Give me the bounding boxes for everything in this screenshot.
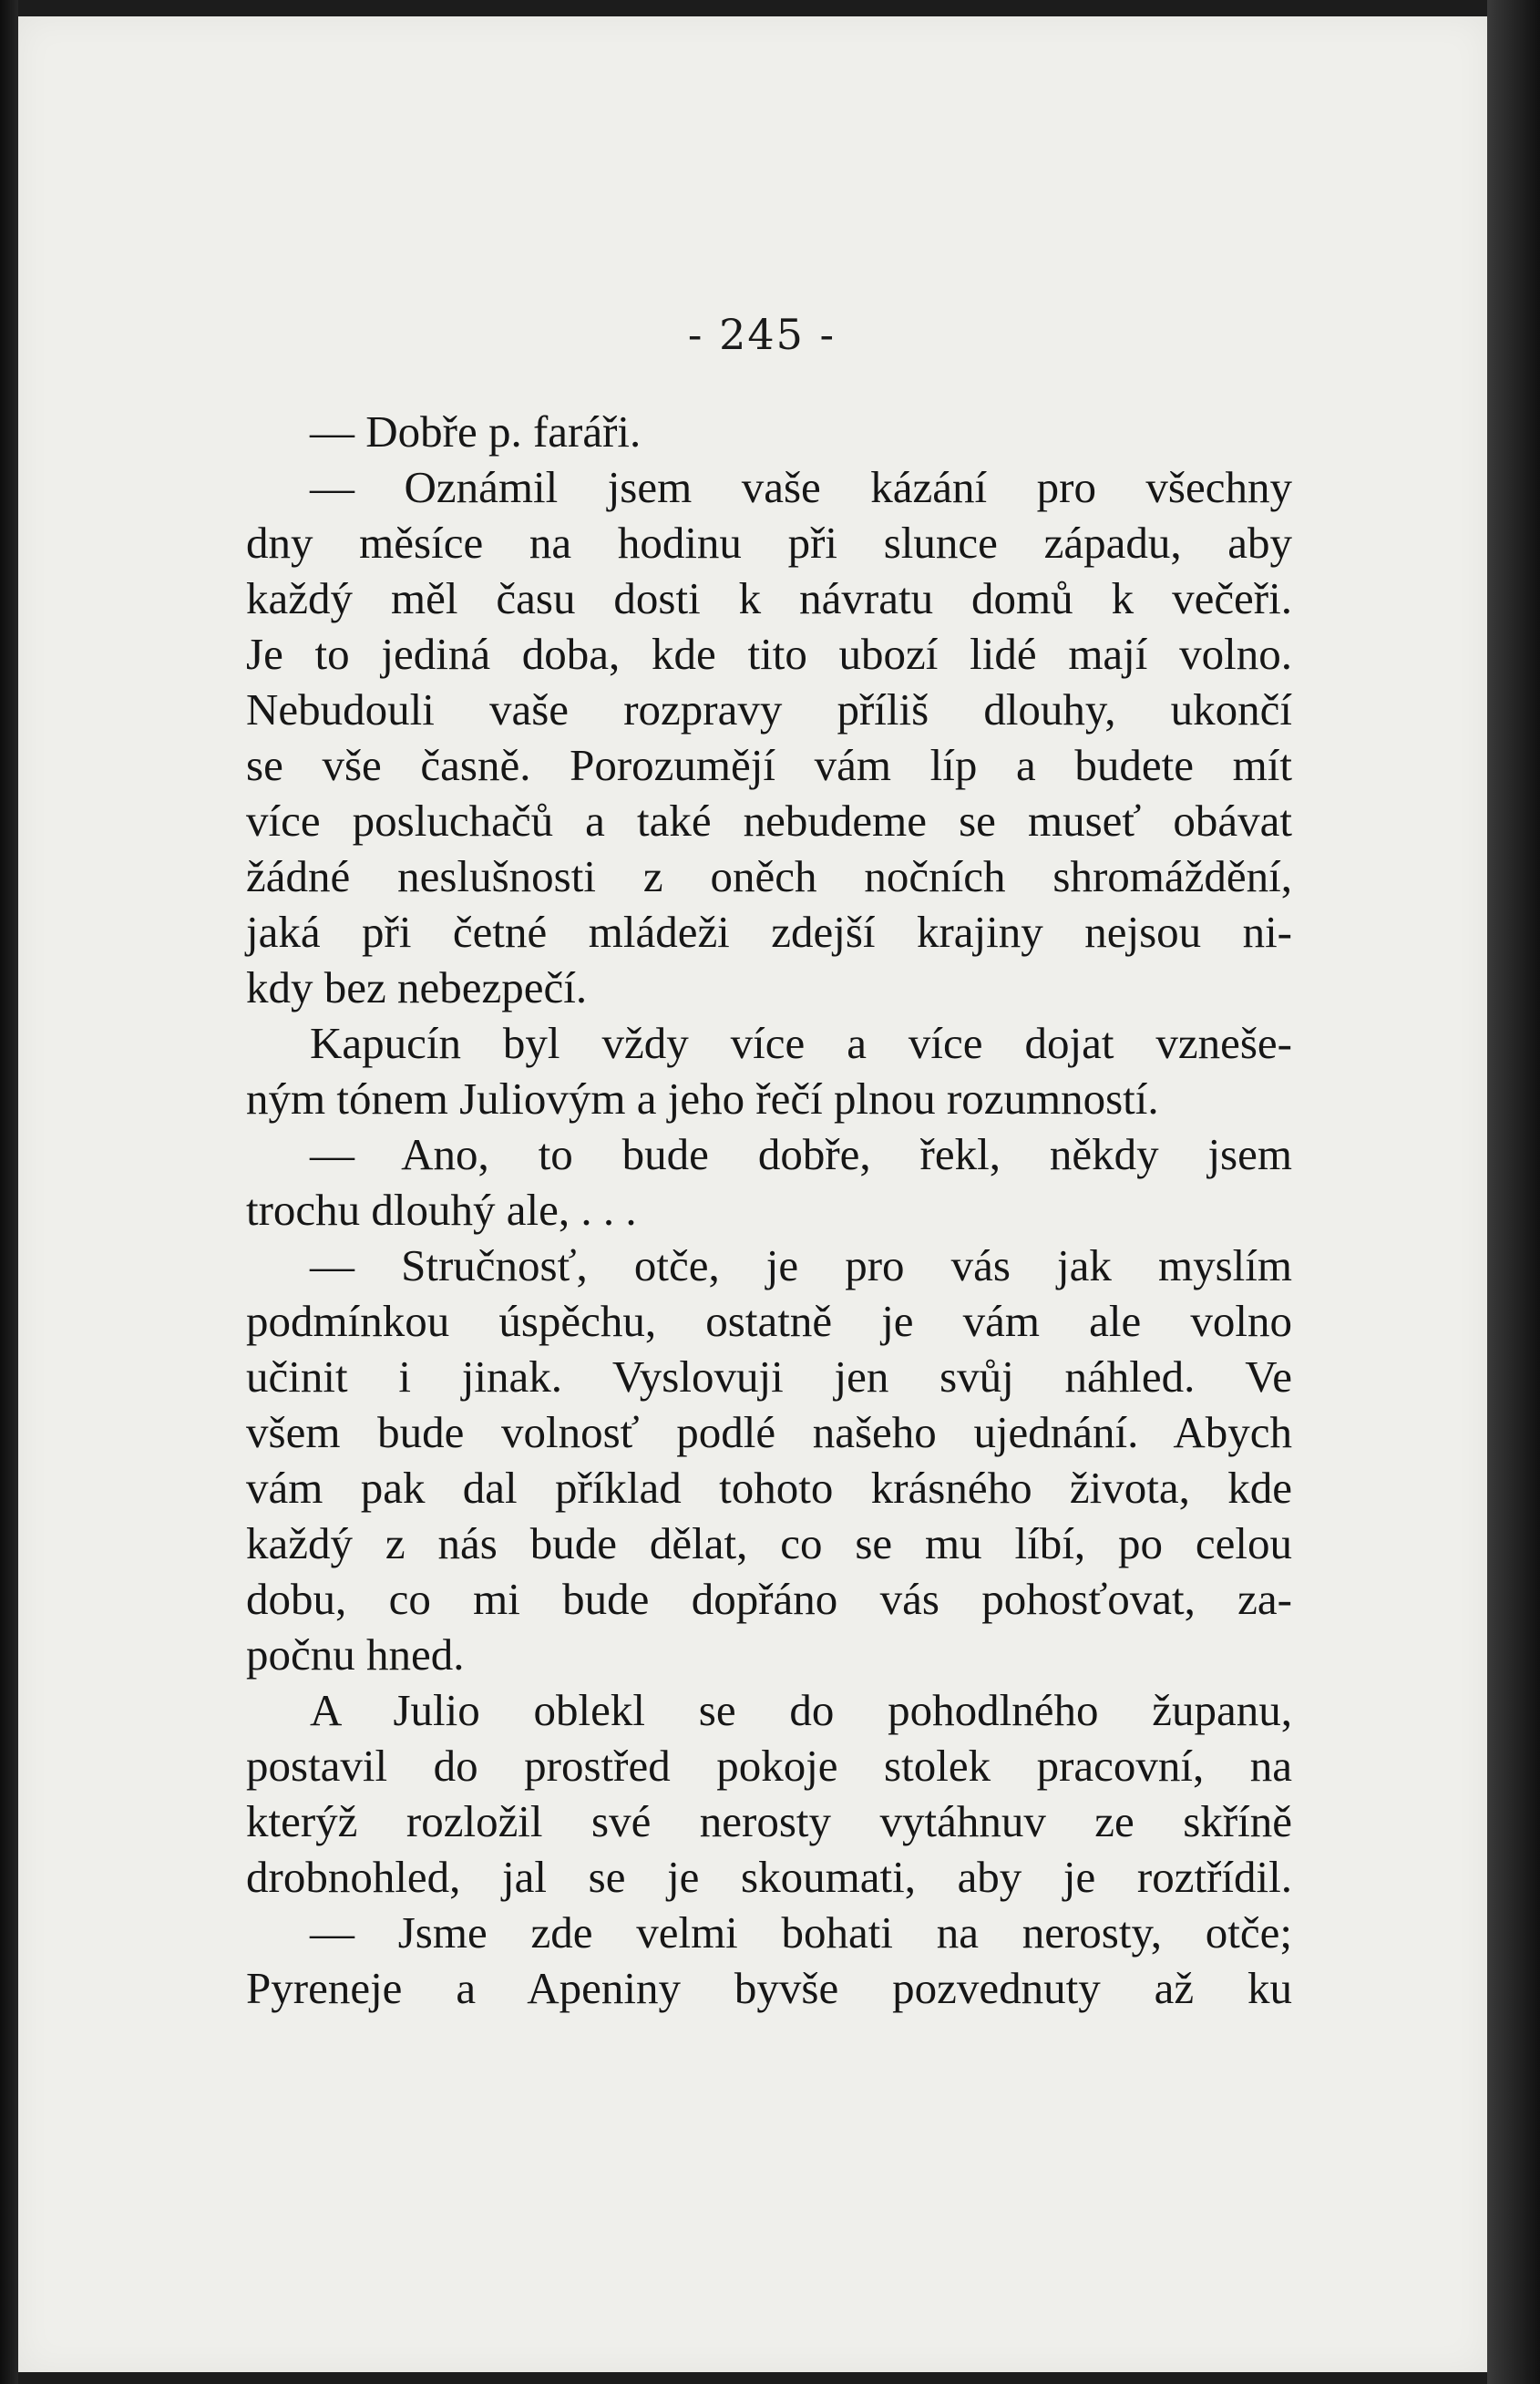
- text-line: každý měl času dosti k návratu domů k večeři.: [246, 573, 1292, 623]
- text-line: kterýž rozložil své nerosty vytáhnuv ze skříně: [246, 1796, 1292, 1846]
- text-line: počnu hned.: [246, 1629, 465, 1680]
- text-line: podmínkou úspěchu, ostatně je vám ale volno: [246, 1296, 1292, 1346]
- text-line: učinit i jinak. Vyslovuji jen svůj náhled. Ve: [246, 1351, 1292, 1402]
- text-line: A Julio oblekl se do pohodlného županu,: [310, 1685, 1292, 1735]
- text-line: — Oznámil jsem vaše kázání pro všechny: [310, 462, 1292, 512]
- text-line: dobu, co mi bude dopřáno vás pohosťovat, za-: [246, 1574, 1292, 1624]
- text-line: ným tónem Juliovým a jeho řečí plnou rozumností.: [246, 1074, 1159, 1124]
- text-line: vám pak dal příklad tohoto krásného života, kde: [246, 1463, 1292, 1513]
- text-line: všem bude volnosť podlé našeho ujednání. Abych: [246, 1407, 1292, 1457]
- text-line: jaká při četné mládeži zdejší krajiny nejsou ni-: [246, 907, 1292, 957]
- text-line: — Dobře p. faráři.: [310, 406, 642, 457]
- text-line: Je to jediná doba, kde tito ubozí lidé mají volno.: [246, 629, 1292, 679]
- page-number: - 245 -: [687, 310, 837, 359]
- text-line: — Ano, to bude dobře, řekl, někdy jsem: [310, 1129, 1292, 1179]
- text-line: drobnohled, jal se je skoumati, aby je roztřídil.: [246, 1852, 1292, 1902]
- text-line: kdy bez nebezpečí.: [246, 962, 588, 1012]
- text-line: Pyreneje a Apeniny byvše pozvednuty až ku: [246, 1963, 1292, 2013]
- text-line: dny měsíce na hodinu při slunce západu, aby: [246, 518, 1292, 568]
- body-text: [246, 404, 1292, 2016]
- text-line: každý z nás bude dělat, co se mu líbí, po celou: [246, 1518, 1292, 1568]
- book-spine-shadow: [0, 0, 18, 2384]
- text-line: se vše časně. Porozumějí vám líp a budete mít: [246, 740, 1292, 790]
- text-line: — Stručnosť, otče, je pro vás jak myslím: [310, 1240, 1292, 1290]
- text-line: Kapucín byl vždy více a více dojat vzneše-: [310, 1018, 1292, 1068]
- text-line: žádné neslušnosti z oněch nočních shromáždění,: [246, 851, 1292, 901]
- book-page: [18, 16, 1487, 2372]
- text-line: — Jsme zde velmi bohati na nerosty, otče;: [310, 1907, 1292, 1958]
- text-line: trochu dlouhý ale, . . .: [246, 1185, 637, 1235]
- text-line: více posluchačů a také nebudeme se museť obávat: [246, 796, 1292, 846]
- text-line: postavil do prostřed pokoje stolek pracovní, na: [246, 1741, 1292, 1791]
- text-line: Nebudouli vaše rozpravy příliš dlouhy, ukončí: [246, 684, 1292, 735]
